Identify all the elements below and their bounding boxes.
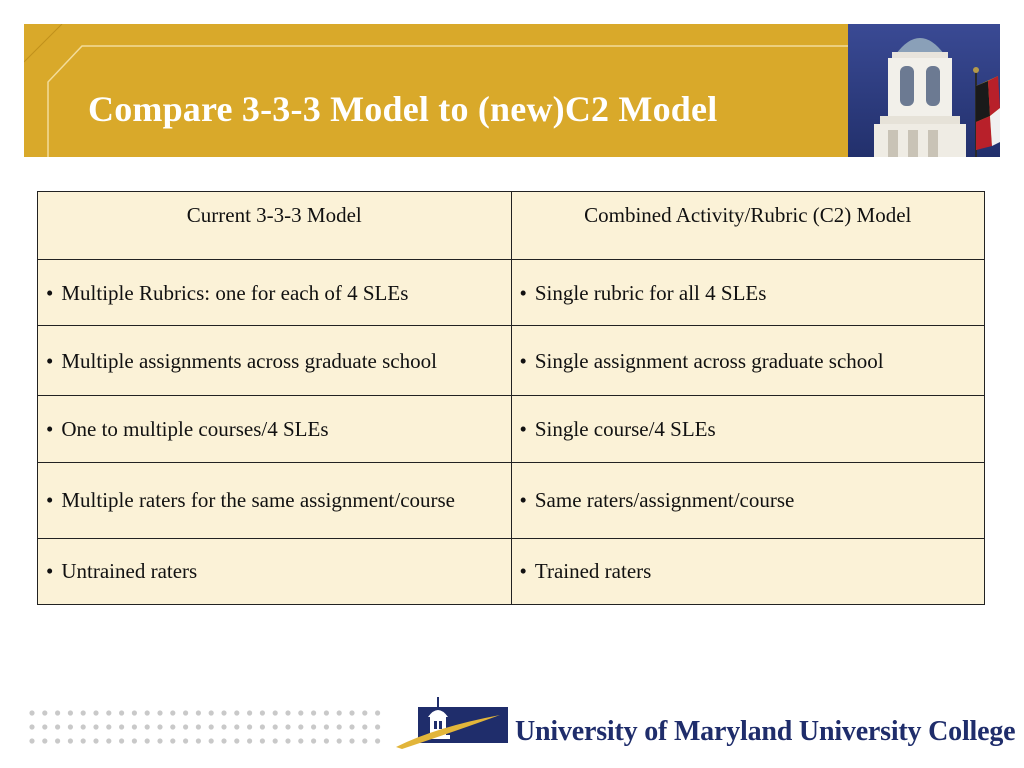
cell-text: Untrained raters	[61, 559, 198, 584]
decor-dot	[119, 710, 124, 715]
decor-dot	[81, 724, 86, 729]
decor-dot	[234, 710, 239, 715]
decor-dot	[349, 738, 354, 743]
decor-dot	[362, 738, 367, 743]
table-cell	[511, 326, 985, 396]
header-c2-model: Combined Activity/Rubric (C2) Model	[511, 192, 985, 260]
decor-dot	[132, 738, 137, 743]
decor-dot	[29, 738, 34, 743]
table-row	[38, 326, 985, 396]
decor-dot	[29, 710, 34, 715]
bullet: •	[46, 417, 54, 442]
decor-dot	[298, 738, 303, 743]
decor-dot	[93, 738, 98, 743]
decor-dot	[349, 724, 354, 729]
decor-dot	[285, 738, 290, 743]
decor-dot	[298, 710, 303, 715]
decor-dot	[196, 710, 201, 715]
bullet: •	[46, 280, 54, 305]
decor-dot	[260, 710, 265, 715]
bullet: •	[519, 488, 527, 513]
table-header-row	[38, 192, 985, 260]
decor-dot	[170, 710, 175, 715]
table-row	[38, 462, 985, 538]
decor-dot	[157, 724, 162, 729]
decor-dot	[68, 738, 73, 743]
decor-dot	[55, 738, 60, 743]
decor-dot	[375, 724, 380, 729]
decor-dot	[273, 738, 278, 743]
cell-text: Same raters/assignment/course	[534, 488, 795, 513]
decor-dot	[273, 724, 278, 729]
decor-dot	[29, 724, 34, 729]
dot-grid-decoration	[28, 708, 388, 748]
cell-text: Multiple Rubrics: one for each of 4 SLEs	[61, 280, 409, 305]
decor-dot	[337, 710, 342, 715]
decor-dot	[183, 724, 188, 729]
decor-dot	[93, 724, 98, 729]
decor-dot	[157, 738, 162, 743]
decor-dot	[324, 710, 329, 715]
decor-dot	[234, 738, 239, 743]
cell-text: Multiple assignments across graduate school	[61, 348, 437, 373]
table-cell	[511, 260, 985, 326]
decor-dot	[55, 710, 60, 715]
decor-dot	[119, 724, 124, 729]
decor-dot	[42, 738, 47, 743]
decor-dot	[362, 710, 367, 715]
decor-dot	[234, 724, 239, 729]
bullet: •	[519, 348, 527, 373]
decor-dot	[324, 724, 329, 729]
decor-dot	[311, 724, 316, 729]
decor-dot	[132, 710, 137, 715]
decor-dot	[68, 710, 73, 715]
decor-dot	[93, 710, 98, 715]
table-cell	[38, 260, 512, 326]
table-cell	[38, 462, 512, 538]
decor-dot	[145, 710, 150, 715]
decor-dot	[221, 738, 226, 743]
cell-text: Single course/4 SLEs	[534, 417, 716, 442]
decor-dot	[157, 710, 162, 715]
cell-text: Single assignment across graduate school	[534, 348, 884, 373]
decor-dot	[298, 724, 303, 729]
table-cell	[38, 326, 512, 396]
decor-dot	[42, 724, 47, 729]
decor-dot	[337, 724, 342, 729]
cell-text: Multiple raters for the same assignment/course	[61, 488, 455, 513]
decor-dot	[145, 724, 150, 729]
cell-text: One to multiple courses/4 SLEs	[61, 417, 329, 442]
decor-dot	[55, 724, 60, 729]
decor-dot	[324, 738, 329, 743]
logo-text: University of Maryland University College	[515, 716, 1016, 747]
decor-dot	[375, 710, 380, 715]
decor-dot	[68, 724, 73, 729]
decor-dot	[375, 738, 380, 743]
slide-title: Compare 3-3-3 Model to (new)C2 Model	[88, 89, 718, 129]
decor-dot	[349, 710, 354, 715]
table-row	[38, 538, 985, 604]
decor-dot	[260, 724, 265, 729]
decor-dot	[209, 724, 214, 729]
decor-dot	[221, 724, 226, 729]
table-cell	[38, 396, 512, 462]
decor-dot	[285, 710, 290, 715]
table-row	[38, 260, 985, 326]
bullet: •	[46, 488, 54, 513]
decor-dot	[196, 738, 201, 743]
cell-text: Trained raters	[534, 559, 652, 584]
bullet: •	[519, 417, 527, 442]
table-row	[38, 396, 985, 462]
decor-dot	[42, 710, 47, 715]
decor-dot	[337, 738, 342, 743]
bullet: •	[46, 348, 54, 373]
table-cell	[511, 462, 985, 538]
table-cell	[511, 538, 985, 604]
cupola-photo	[848, 24, 1000, 157]
decor-dot	[247, 738, 252, 743]
decor-dot	[273, 710, 278, 715]
decor-dot	[196, 724, 201, 729]
decor-dot	[183, 710, 188, 715]
decor-dot	[260, 738, 265, 743]
bullet: •	[46, 559, 54, 584]
decor-dot	[362, 724, 367, 729]
decor-dot	[285, 724, 290, 729]
decor-dot	[119, 738, 124, 743]
bullet: •	[519, 559, 527, 584]
decor-dot	[81, 738, 86, 743]
table-cell	[511, 396, 985, 462]
table-cell	[38, 538, 512, 604]
decor-dot	[106, 710, 111, 715]
decor-dot	[132, 724, 137, 729]
decor-dot	[106, 724, 111, 729]
umuc-logo-icon	[396, 697, 508, 749]
decor-dot	[311, 710, 316, 715]
decor-dot	[81, 710, 86, 715]
decor-dot	[145, 738, 150, 743]
decor-dot	[247, 724, 252, 729]
decor-dot	[106, 738, 111, 743]
cell-text: Single rubric for all 4 SLEs	[534, 280, 767, 305]
decor-dot	[209, 710, 214, 715]
header-current-model: Current 3-3-3 Model	[38, 192, 512, 260]
decor-dot	[170, 738, 175, 743]
decor-dot	[221, 710, 226, 715]
decor-dot	[209, 738, 214, 743]
comparison-table	[37, 191, 985, 605]
decor-dot	[170, 724, 175, 729]
decor-dot	[311, 738, 316, 743]
decor-dot	[183, 738, 188, 743]
decor-dot	[247, 710, 252, 715]
bullet: •	[519, 280, 527, 305]
